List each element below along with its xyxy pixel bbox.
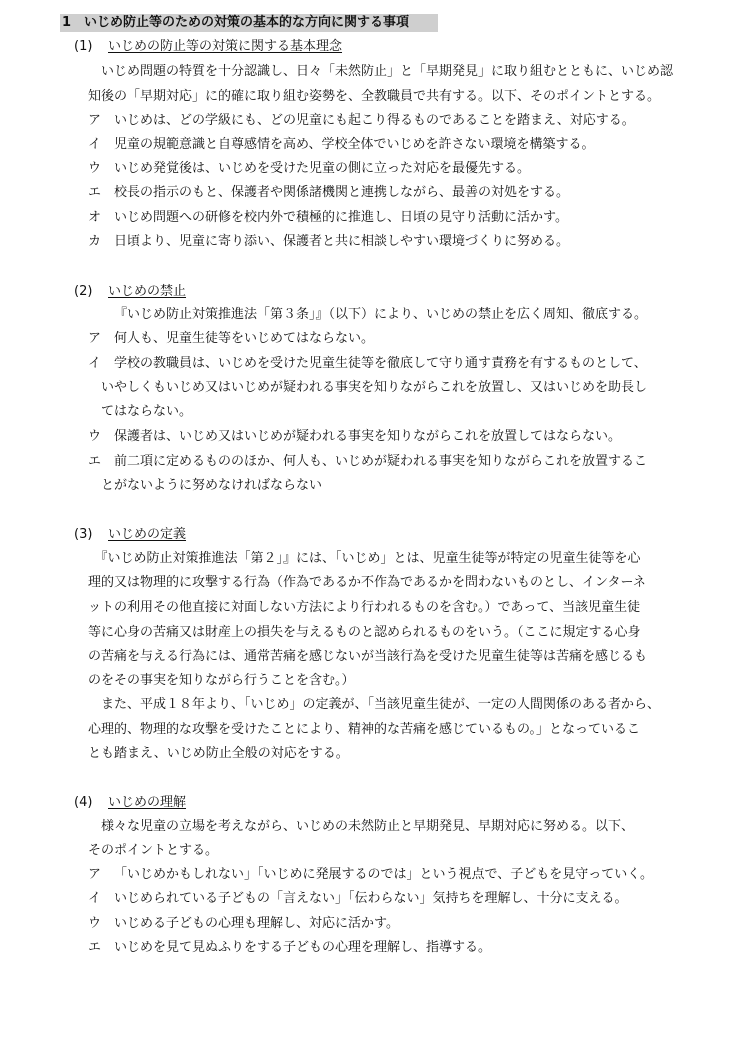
paragraph-line: そのポイントとする。 <box>88 843 219 858</box>
paragraph-line: また、平成１８年より、「いじめ」の定義が、「当該児童生徒が、一定の人間関係のある者から、 <box>88 697 661 712</box>
list-marker: ア <box>88 867 102 882</box>
list-text: いじめ発覚後は、いじめを受けた児童の側に立った対応を最優先する。 <box>114 161 531 176</box>
section-title: いじめの禁止 <box>108 284 187 299</box>
list-marker: ウ <box>88 429 102 444</box>
list-item <box>88 355 647 373</box>
section-title: いじめの理解 <box>108 795 187 810</box>
list-text: 「いじめかもしれない」「いじめに発展するのでは」という視点で、子どもを見守っていく。 <box>114 867 653 882</box>
list-marker: イ <box>88 891 102 906</box>
list-text: 日頃より、児童に寄り添い、保護者と共に相談しやすい環境づくりに努める。 <box>114 234 570 249</box>
section-number: (4) <box>74 795 93 810</box>
paragraph-line: とも踏まえ、いじめ防止全般の対応をする。 <box>88 746 349 761</box>
list-text: 児童の規範意識と自尊感情を高め、学校全体でいじめを許さない環境を構築する。 <box>114 137 595 152</box>
list-item <box>88 939 491 957</box>
paragraph-line: 様々な児童の立場を考えながら、いじめの未然防止と早期発見、早期対応に努める。以下、 <box>88 819 635 834</box>
list-marker: オ <box>88 210 102 225</box>
section-number: (3) <box>74 527 93 542</box>
section-heading-2 <box>74 283 186 301</box>
list-marker: エ <box>88 940 102 955</box>
section-title: いじめの防止等の対策に関する基本理念 <box>108 39 343 54</box>
paragraph-line: 心理的、物理的な攻撃を受けたことにより、精神的な苦痛を感じているもの。」となっているこ <box>88 722 640 737</box>
list-item <box>88 136 594 154</box>
section-number: (2) <box>74 284 93 299</box>
list-item <box>88 184 569 202</box>
paragraph-line: 『いじめ防止対策推進法「第３条」』（以下）により、いじめの禁止を広く周知、徹底する。 <box>114 307 648 322</box>
list-text-continuation: いやしくもいじめ又はいじめが疑われる事実を知りながらこれを放置し、又はいじめを助長し <box>101 380 648 395</box>
list-text: 前二項に定めるもののほか、何人も、いじめが疑われる事実を知りながらこれを放置するこ <box>114 454 648 469</box>
list-marker: カ <box>88 234 102 249</box>
section-number: (1) <box>74 39 93 54</box>
list-marker: ウ <box>88 161 102 176</box>
list-item <box>88 866 653 884</box>
list-marker: ア <box>88 113 102 128</box>
list-item <box>88 112 635 130</box>
paragraph-line: いじめ問題の特質を十分認識し、日々「未然防止」と「早期発見」に取り組むとともに、いじめ認 <box>88 64 674 79</box>
paragraph-line: のをその事実を知りながら行うことを含む。） <box>88 673 355 688</box>
list-text: いじめる子どもの心理も理解し、対応に活かす。 <box>114 916 399 931</box>
list-item <box>88 890 628 908</box>
list-text-continuation: とがないように努めなければならない <box>101 478 323 493</box>
list-text-continuation: てはならない。 <box>101 404 193 419</box>
list-marker: ア <box>88 331 102 346</box>
list-text: いじめは、どの学級にも、どの児童にも起こり得るものであることを踏まえ、対応する。 <box>114 113 635 128</box>
list-text: いじめ問題への研修を校内外で積極的に推進し、日頃の見守り活動に活かす。 <box>114 210 568 225</box>
list-item <box>88 160 530 178</box>
list-text: 校長の指示のもと、保護者や関係諸機関と連携しながら、最善の対処をする。 <box>114 185 570 200</box>
list-item <box>88 453 647 471</box>
list-item <box>88 330 374 348</box>
list-text: いじめを見て見ぬふりをする子どもの心理を理解し、指導する。 <box>114 940 492 955</box>
section-title: いじめの定義 <box>108 527 187 542</box>
paragraph-line: 理的又は物理的に攻撃する行為（作為であるか不作為であるかを問わないものとし、インターネ <box>88 575 646 590</box>
list-marker: ウ <box>88 916 102 931</box>
list-text: 学校の教職員は、いじめを受けた児童生徒等を徹底して守り通す責務を有するものとして、 <box>114 356 647 371</box>
list-marker: エ <box>88 454 102 469</box>
paragraph-line: 知後の「早期対応」に的確に取り組む姿勢を、全教職員で共有する。以下、そのポイントとする。 <box>88 89 661 104</box>
list-marker: イ <box>88 137 102 152</box>
section-heading-3 <box>74 526 186 544</box>
list-text: 保護者は、いじめ又はいじめが疑われる事実を知りながらこれを放置してはならない。 <box>114 429 622 444</box>
paragraph-line: の苦痛を与える行為には、通常苦痛を感じないが当該行為を受けた児童生徒等は苦痛を感じるも <box>88 649 648 664</box>
section-heading-1 <box>74 38 342 56</box>
list-text: 何人も、児童生徒等をいじめてはならない。 <box>114 331 375 346</box>
list-item <box>88 209 568 227</box>
paragraph-line: 等に心身の苦痛又は財産上の損失を与えるものと認められるものをいう。（ここに規定する心身 <box>88 625 641 640</box>
document-title: 1 いじめ防止等のための対策の基本的な方向に関する事項 <box>60 14 438 32</box>
section-heading-4 <box>74 794 186 812</box>
list-item <box>88 915 399 933</box>
list-item <box>88 233 569 251</box>
list-marker: イ <box>88 356 102 371</box>
paragraph-line: 『いじめ防止対策推進法「第２」』には、「いじめ」とは、児童生徒等が特定の児童生徒等を心 <box>88 551 641 566</box>
list-text: いじめられている子どもの「言えない」「伝わらない」気持ちを理解し、十分に支える。 <box>114 891 628 906</box>
list-item <box>88 428 621 446</box>
list-marker: エ <box>88 185 102 200</box>
paragraph-line: ットの利用その他直接に対面しない方法により行われるものを含む。）であって、当該児童生徒 <box>88 600 641 615</box>
